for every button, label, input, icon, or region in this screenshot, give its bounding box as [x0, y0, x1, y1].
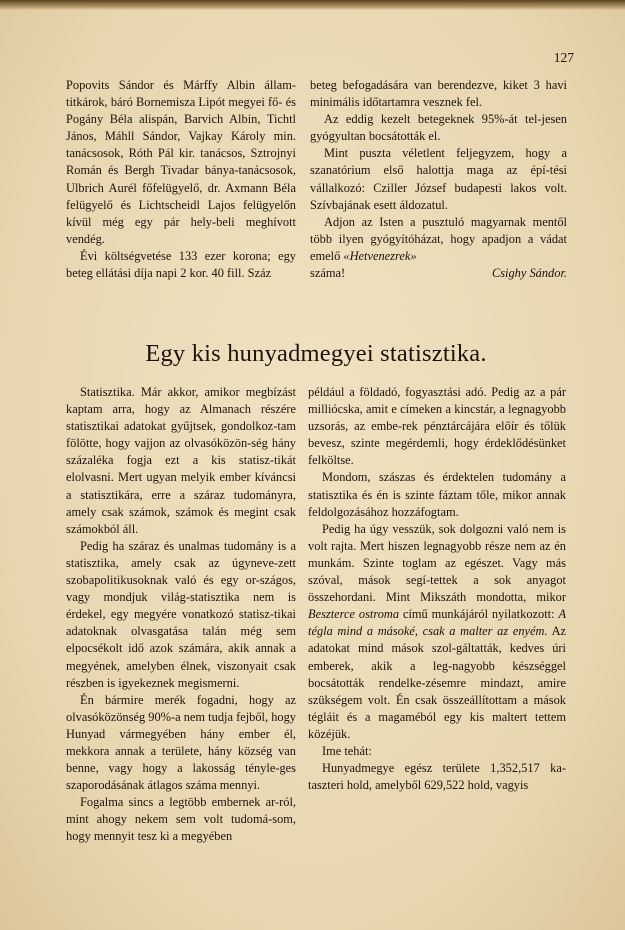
paragraph: Fogalma sincs a legtöbb embernek ar-ról, mint ahogy nekem sem volt tudomá-som, hogy mennyit tesz ki a megyében	[66, 795, 296, 844]
text-run: című munkájáról nyilatkozott:	[402, 607, 555, 622]
article-left-column	[66, 384, 296, 846]
text-run: száma!	[310, 266, 346, 281]
top-right-column	[310, 77, 567, 282]
paragraph: Pedig ha száraz és unalmas tudomány is a statisztika, amely csak az úgyneve-zett szobapolitikusoknak való és egy or-szágos, vagy mondjuk világ-statisztika nem is érdekel, egy megyére vonatkozó statisz-tikai adatoknak olvasgatása talán még sem elpocsékolt idő azok számára, akik annak a megyének, amelyben élnek, viszonyait csak részben is igyekeznek megismerni.	[66, 538, 296, 690]
paragraph: Mondom, szászas és érdektelen tudomány a statisztika és én is szinte fáztam tőle, mikor annak feldolgozásához hozzáfogtam.	[308, 470, 566, 519]
paragraph: Évi költségvetése 133 ezer korona; egy beteg ellátási díja napi 2 kor. 40 fill. Száz	[66, 248, 296, 281]
paragraph: beteg befogadására van berendezve, kiket 3 havi minimális időtartamra vesznek fel.	[310, 78, 567, 110]
author-signature: Csighy Sándor.	[491, 266, 567, 281]
page-number: 127	[553, 50, 574, 65]
paragraph: Mint puszta véletlent feljegyzem, hogy a szanatórium első halottja maga az épí-tési vállalkozó: Cziller József budapesti lakos volt. Szívbajának esett áldozatul.	[310, 146, 567, 212]
work-title: Beszterce ostroma	[308, 607, 400, 622]
paragraph: Statisztika. Már akkor, amikor megbízást kaptam arra, hogy az Almanach részére statisztikai adatokat gyűjtsek, gondolkoz-tam fölötte, hogy vajjon az olvasóközön-ség hány százaléka fogja ezt a kis statisz-tikát elolvasni. Mert ugyan melyik ember kíváncsi a statisztikára, erre a száraz tudományra, amely csak számok, számok és megint csak számokból áll.	[66, 385, 296, 536]
quoted-title: «Hetvenezrek»	[343, 248, 417, 263]
paragraph: Hunyadmegye egész területe 1,352,517 ka-taszteri hold, amelyből 629,522 hold, vagyis	[308, 761, 566, 793]
text-run: Pedig ha úgy vesszük, sok dolgozni való nem is volt rajta. Mert hiszen legnagyobb része nem az én munkám. Szinte toglam az egészet. Vagy más szóval, mások segí-tettek a sok anyagot összehordani. Mint Mikszáth mondotta, mikor	[308, 521, 566, 605]
paragraph: például a földadó, fogyasztási adó. Pedig az a pár milliócska, amit e címeken a kincstár, a legnagyobb uzsorás, az embe-rek pénztárcájára előír és tőlük bevesz, szinte megérdemli, hogy érdeklődésünket felköltse.	[308, 385, 566, 468]
page-top-edge	[0, 0, 625, 10]
paragraph: Ime tehát:	[322, 743, 372, 758]
top-left-column	[66, 77, 296, 282]
paragraph	[308, 521, 566, 743]
text-run: Az adatokat mind mások szol-gáltatták, kedves úri emberek, akik a leg-nagyobb készséggel bocsátották rendelke-zésemre mindazt, amire szükségem volt. Én csak összeállítottam a mások tégláit és a magaméból egy kis maltert tettem közéjük.	[308, 624, 567, 741]
text-run: Adjon az Isten a pusztuló magyarnak mentől több ilyen gyógyítóházat, hogy apadjon a vádat emelő	[310, 214, 567, 263]
paragraph: Én bármire merék fogadni, hogy az olvasóközönség 90%-a nem tudja fejből, hogy Hunyad vármegyében hány ember él, mekkora annak a területe, hány község van benne, vagy hogy a lakosság tényle-ges szaporodásának átlagos száma mennyi.	[66, 692, 296, 793]
paragraph: Popovits Sándor és Márffy Albin állam-titkárok, báró Bornemisza Lipót megyei fő- és Pogány Béla alispán, Barvich Albin, Tichtl János, Máhll Sándor, Vajkay Károly min. tanácsosok, Róth Pál kir. tanácsos, Sztrojnyi Román és Bergh Tivadar bánya-tanácsosok, Ulbrich Aurél főfelügyelő, dr. Axmann Béla felügyelő és Lichtscheidl Lajos felügyelőn kívül még egy pár hely-beli meghívott vendég.	[66, 78, 296, 246]
quote: A tégla mind a másoké, csak a malter az enyém.	[308, 607, 567, 639]
article-right-column	[308, 384, 566, 794]
article-title: Egy kis hunyadmegyei statisztika.	[145, 340, 487, 367]
paragraph: Az eddig kezelt betegeknek 95%-át tel-jesen gyógyultan bocsátották el.	[310, 112, 567, 144]
